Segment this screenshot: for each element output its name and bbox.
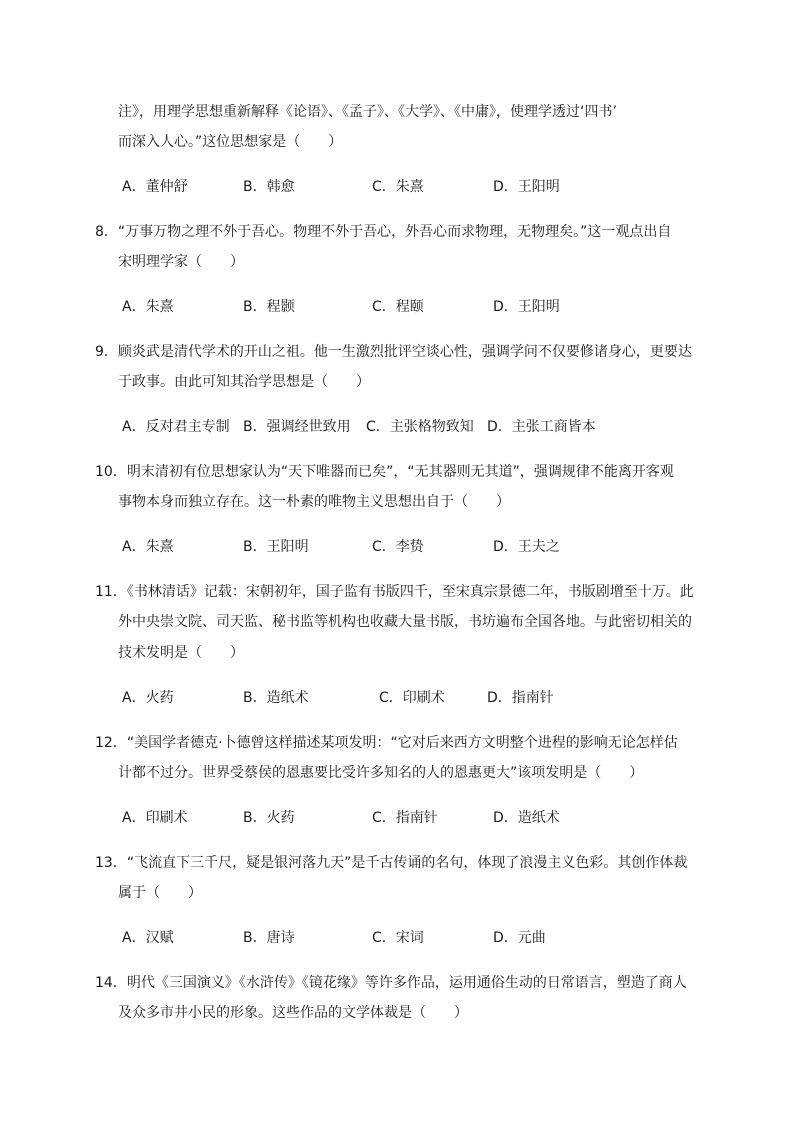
q13-stem-line1: 13．“飞流直下三千尺，疑是银河落九天”是千古传诵的名句，体现了浪漫主义色彩。其创作体裁 [95,855,688,871]
q7-option-b: B．韩愈 [243,179,295,195]
q10-option-a: A．朱熹 [122,539,174,555]
q10-stem-line2: 事物本身而独立存在。这一朴素的唯物主义思想出自于（ ） [118,494,510,510]
q10-option-c: C．李贽 [372,539,424,555]
q13-option-c: C．宋词 [372,930,424,946]
q12-option-c: C．指南针 [372,810,438,826]
q12-stem-line1: 12．“美国学者德克·卜德曾这样描述某项发明：“它对后来西方文明整个进程的影响无论怎样估 [95,735,678,751]
q8-option-a: A．朱熹 [122,299,174,315]
q9-option-d: D．主张工商皆本 [487,419,596,435]
q7-stem-line2: 而深入人心。”这位思想家是（ ） [118,134,343,150]
q8-stem-line1: 8．“万事万物之理不外于吾心。物理不外于吾心，外吾心而求物理，无物理矣。”这一观点出自 [95,224,672,240]
q14-stem-line2: 及众多市井小民的形象。这些作品的文学体裁是（ ） [118,1005,468,1021]
q10-option-b: B．王阳明 [243,539,309,555]
q10-option-d: D．王夫之 [493,539,560,555]
q7-stem-line1: 注》，用理学思想重新解释《论语》、《孟子》、《大学》、《中庸》，使理学透过‘四书’ [118,104,617,120]
q12-option-d: D．造纸术 [493,810,560,826]
q9-stem-line2: 于政事。由此可知其治学思想是（ ） [118,374,370,390]
q14-stem-line1: 14．明代《三国演义》《水浒传》《镜花缘》等许多作品，运用通俗生动的日常语言，塑造了商人 [95,975,687,991]
q9-option-b: B．强调经世致用 [243,419,351,435]
q13-option-b: B．唐诗 [243,930,295,946]
q11-option-d: D．指南针 [487,690,554,706]
q9-option-a: A．反对君主专制 [122,419,230,435]
q11-stem-line1: 11．《书林清话》记载：宋朝初年，国子监有书版四千，至宋真宗景德二年，书版剧增至十万。此 [95,584,694,600]
q8-option-b: B．程颢 [243,299,295,315]
q12-option-a: A．印刷术 [122,810,188,826]
q12-stem-line2: 计都不过分。世界受蔡侯的恩惠要比受许多知名的人的恩惠更大”该项发明是（ ） [118,765,644,781]
q11-option-a: A．火药 [122,690,174,706]
q9-stem-line1: 9．顾炎武是清代学术的开山之祖。他一生激烈批评空谈心性，强调学问不仅要修诸身心，更要达 [95,344,692,360]
q9-option-c: C．主张格物致知 [366,419,474,435]
q12-option-b: B．火药 [243,810,295,826]
q8-option-d: D．王阳明 [493,299,560,315]
q13-stem-line2: 属于（ ） [118,885,202,901]
q10-stem-line1: 10．明末清初有位思想家认为“天下唯器而已矣”，“无其器则无其道”，强调规律不能离开客观 [95,464,674,480]
q13-option-d: D．元曲 [493,930,546,946]
q11-stem-line2: 外中央崇文院、司天监、秘书监等机构也收藏大量书版，书坊遍布全国各地。与此密切相关的 [118,614,692,630]
q7-option-d: D．王阳明 [493,179,560,195]
q13-option-a: A．汉赋 [122,930,174,946]
q8-stem-line2: 宋明理学家（ ） [118,254,244,270]
q7-option-c: C．朱熹 [372,179,424,195]
q11-stem-line3: 技术发明是（ ） [118,645,244,661]
q11-option-b: B．造纸术 [243,690,309,706]
q11-option-c: C．印刷术 [379,690,445,706]
q8-option-c: C．程颐 [372,299,424,315]
q7-option-a: A．董仲舒 [122,179,188,195]
